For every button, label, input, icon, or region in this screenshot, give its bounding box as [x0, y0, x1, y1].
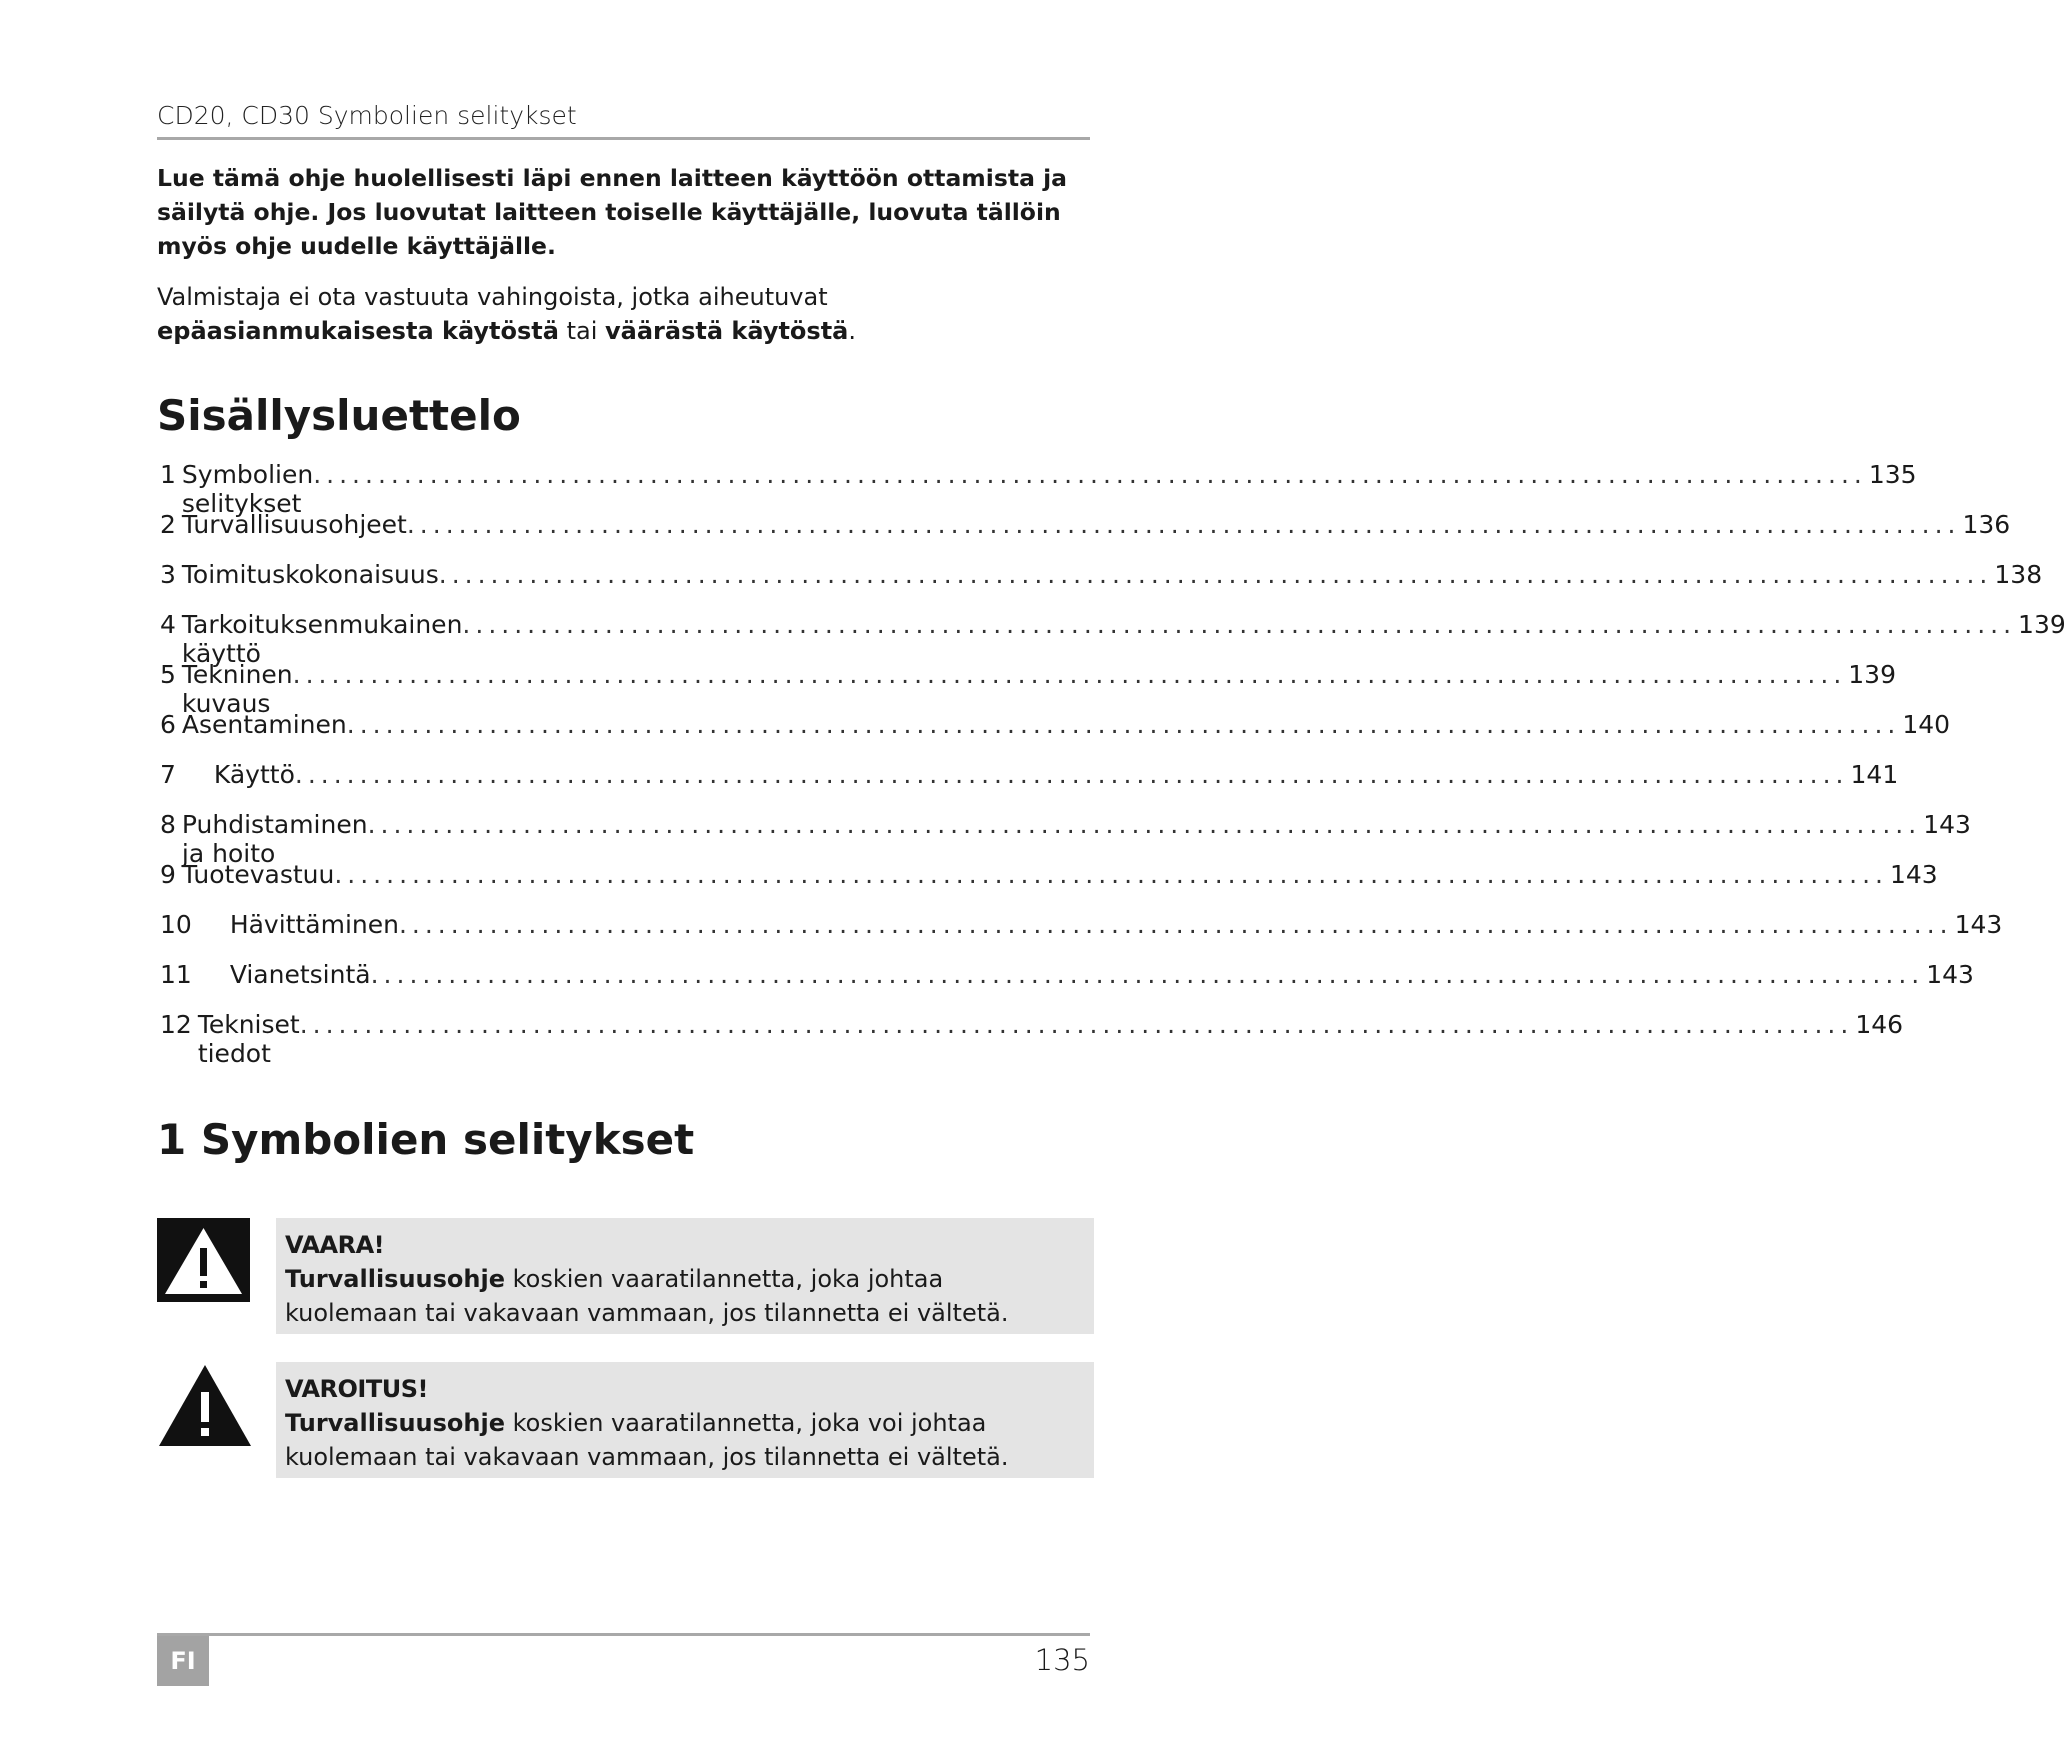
- liability-text-2: tai: [558, 317, 606, 345]
- warning-notice-body: koskien vaaratilannetta, joka voi johtaa kuolemaan tai vakavaan vammaan, jos tilannetta ei vältetä.: [285, 1409, 1009, 1471]
- toc-entry-page: 146: [1855, 1010, 1904, 1039]
- danger-notice-bold: Turvallisuusohje: [285, 1265, 505, 1293]
- toc-entry-label: Tekniset tiedot: [197, 1010, 300, 1068]
- toc-entry-page: 143: [1923, 810, 1971, 839]
- toc-entry-number: 7: [160, 760, 176, 789]
- toc-leader-dots: ........................................................................................................................: [346, 710, 1901, 739]
- warning-notice-box: [276, 1362, 1094, 1478]
- toc-entry-label: Turvallisuusohjeet: [181, 510, 407, 539]
- header-divider: [157, 137, 1090, 140]
- toc-entry-page: 139: [1848, 660, 1896, 689]
- toc-entry-label: Tarkoituksenmukainen käyttö: [181, 610, 463, 668]
- toc-entry-label: Tekninen kuvaus: [181, 660, 293, 718]
- toc-entry-number: 2: [160, 510, 176, 539]
- toc-leader-dots: ........................................................................................................................: [292, 660, 1847, 689]
- warning-triangle-icon: [157, 1362, 253, 1448]
- liability-text-3: .: [848, 317, 857, 345]
- toc-entry[interactable]: [160, 810, 1971, 868]
- intro-instruction: Lue tämä ohje huolellisesti läpi ennen laitteen käyttöön ottamista ja säilytä ohje. Jos luovutat laitteen toiselle käyttäjälle, luovuta tällöin myös ohje uudelle käyttäjälle.: [157, 164, 1068, 260]
- toc-entry-number: 10: [160, 910, 192, 939]
- toc-leader-dots: ........................................................................................................................: [398, 910, 1953, 939]
- toc-entry-page: 135: [1868, 460, 1917, 489]
- liability-bold-1: epäasianmukaisesta käytöstä: [157, 317, 559, 345]
- toc-entry-page: 136: [1962, 510, 2011, 539]
- toc-title: Sisällysluettelo: [157, 391, 521, 440]
- toc-entry[interactable]: [160, 860, 1938, 900]
- toc-entry[interactable]: [160, 960, 1974, 1000]
- toc-leader-dots: ........................................................................................................................: [334, 860, 1888, 889]
- toc-entry-label: Vianetsintä: [229, 960, 371, 989]
- warning-notice-text: [285, 1406, 1080, 1474]
- toc-leader-dots: ........................................................................................................................: [462, 610, 2017, 639]
- toc-entry[interactable]: [160, 610, 2066, 668]
- liability-note: [157, 280, 1092, 348]
- toc-leader-dots: ........................................................................................................................: [438, 560, 1993, 589]
- toc-entry[interactable]: [160, 510, 2011, 550]
- toc-entry-label: Toimituskokonaisuus: [181, 560, 439, 589]
- toc-entry-page: 143: [1954, 910, 2003, 939]
- toc-entry-page: 140: [1902, 710, 1951, 739]
- toc-entry-label: Asentaminen: [181, 710, 347, 739]
- danger-notice-text: [285, 1262, 1080, 1330]
- toc-entry-number: 5: [160, 660, 176, 689]
- toc-entry-number: 11: [160, 960, 192, 989]
- section-title: 1 Symbolien selitykset: [157, 1115, 695, 1164]
- danger-notice-body: koskien vaaratilannetta, joka johtaa kuolemaan tai vakavaan vammaan, jos tilannetta ei vältetä.: [285, 1265, 1009, 1327]
- toc-leader-dots: ........................................................................................................................: [367, 810, 1922, 839]
- toc-entry-label: Hävittäminen: [229, 910, 399, 939]
- toc-leader-dots: ........................................................................................................................: [313, 460, 1867, 489]
- toc-entry-label: Puhdistaminen ja hoito: [181, 810, 368, 868]
- toc-leader-dots: ........................................................................................................................: [406, 510, 1961, 539]
- toc-entry-page: 143: [1889, 860, 1938, 889]
- danger-warning-icon: [157, 1218, 250, 1302]
- liability-text-1: Valmistaja ei ota vastuuta vahingoista, jotka aiheutuvat: [157, 283, 828, 311]
- page-number: 135: [1034, 1643, 1090, 1677]
- liability-bold-2: väärästä käytöstä: [605, 317, 849, 345]
- toc-entry-number: 8: [160, 810, 176, 839]
- toc-entry[interactable]: [160, 910, 2003, 950]
- toc-entry[interactable]: [160, 660, 1896, 718]
- toc-leader-dots: ........................................................................................................................: [370, 960, 1925, 989]
- toc-entry-page: 138: [1994, 560, 2043, 589]
- toc-entry[interactable]: [160, 560, 2043, 600]
- warning-notice-bold: Turvallisuusohje: [285, 1409, 505, 1437]
- toc-entry[interactable]: [160, 760, 1899, 800]
- toc-entry-number: 9: [160, 860, 176, 889]
- language-badge: FI: [157, 1636, 209, 1686]
- toc-entry-page: 143: [1926, 960, 1974, 989]
- danger-signal-word: VAARA!: [285, 1231, 385, 1259]
- toc-entry-number: 1: [160, 460, 176, 489]
- toc-entry[interactable]: [160, 460, 1917, 518]
- toc-entry-label: Käyttö: [213, 760, 295, 789]
- running-header: CD20, CD30 Symbolien selitykset: [157, 101, 577, 130]
- toc-leader-dots: ........................................................................................................................: [294, 760, 1849, 789]
- toc-entry[interactable]: [160, 1010, 1904, 1068]
- toc-entry-page: 141: [1850, 760, 1899, 789]
- toc-entry-page: 139: [2018, 610, 2066, 639]
- toc-entry[interactable]: [160, 710, 1951, 750]
- toc-entry-number: 3: [160, 560, 176, 589]
- toc-entry-label: Symbolien selitykset: [181, 460, 314, 518]
- toc-entry-label: Tuotevastuu: [181, 860, 335, 889]
- toc-entry-number: 12: [160, 1010, 192, 1039]
- toc-entry-number: 4: [160, 610, 176, 639]
- toc-leader-dots: ........................................................................................................................: [299, 1010, 1854, 1039]
- footer-divider: [157, 1633, 1090, 1636]
- toc-entry-number: 6: [160, 710, 176, 739]
- warning-signal-word: VAROITUS!: [285, 1375, 428, 1403]
- danger-notice-box: [276, 1218, 1094, 1334]
